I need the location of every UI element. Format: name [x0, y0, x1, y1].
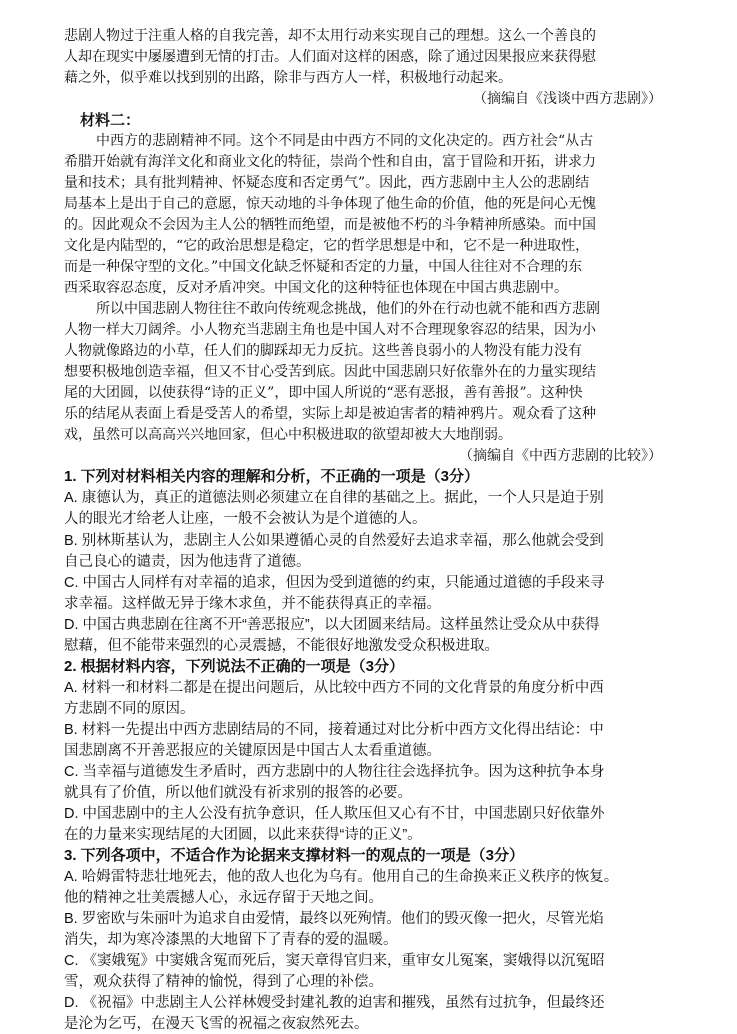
- option-line: 是沦为乞丐，在漫天飞雪的祝福之夜寂然死去。: [64, 1016, 369, 1032]
- source-citation: （摘编自《中西方悲剧的比较》）: [459, 448, 662, 465]
- passage-line: 悲剧人物过于注重人格的自我完善，却不太用行动来实现自己的理想。这么一个善良的: [64, 28, 596, 44]
- passage-line: 戏，虽然可以高高兴兴地回家，但心中积极进取的欲望却被大大地削弱。: [64, 427, 512, 444]
- option-line: 人的眼光才给老人让座，一般不会被认为是个道德的人。: [64, 511, 427, 528]
- question-stem: 1. 下列对材料相关内容的理解和分析，不正确的一项是（3分）: [64, 468, 480, 486]
- option-line: 自己良心的谴责，因为他违背了道德。: [64, 553, 311, 570]
- passage-line: 乐的结尾从表面上看是受苦人的希望，实际上却是被迫害者的精神鸦片。观众看了这种: [64, 406, 596, 423]
- passage-line: 的。因此观众不会因为主人公的牺牲而绝望，而是被他不朽的斗争精神所感染。而中国: [64, 217, 596, 234]
- option-line: D. 中国悲剧中的主人公没有抗争意识，任人欺压但又心有不甘，中国悲剧只好依靠外: [64, 805, 605, 822]
- option-line: 在的力量来实现结尾的大团圆，以此来获得“诗的正义”。: [64, 826, 422, 843]
- option-line: B. 罗密欧与朱丽叶为追求自由爱情，最终以死殉情。他们的毁灭像一把火，尽管光焰: [64, 910, 604, 927]
- option-line: 消失，却为寒冷漆黑的大地留下了青春的爱的温暖。: [64, 931, 398, 948]
- passage-line: 所以中国悲剧人物往往不敢向传统观念挑战，他们的外在行动也就不能和西方悲剧: [96, 301, 600, 318]
- passage-line: 西采取容忍态度，反对矛盾冲突。中国文化的这种特征也体现在中国古典悲剧中。: [64, 280, 568, 297]
- passage-line: 而是一种保守型的文化。”中国文化缺乏怀疑和否定的力量，中国人往往对不合理的东: [64, 259, 583, 276]
- passage-line: 中西方的悲剧精神不同。这个不同是由中西方不同的文化决定的。西方社会“从古: [96, 133, 594, 150]
- passage-line: 尾的大团圆，以使获得“诗的正义”，即中国人所说的“恶有恶报，善有善报”。这种快: [64, 385, 583, 402]
- passage-line: 量和技术；具有批判精神、怀疑态度和否定勇气”。因此，西方悲剧中主人公的悲剧结: [64, 175, 590, 192]
- option-line: B. 别林斯基认为，悲剧主人公如果遵循心灵的自然爱好去追求幸福，那么他就会受到: [64, 532, 604, 549]
- option-line: C. 当幸福与道德发生矛盾时，西方悲剧中的人物往往会选择抗争。因为这种抗争本身: [64, 763, 605, 780]
- option-line: A. 哈姆雷特悲壮地死去，他的敌人也化为乌有。他用自己的生命换来正义秩序的恢复。: [64, 868, 619, 885]
- option-line: 他的精神之壮美震撼人心，永远存留于天地之间。: [64, 889, 383, 906]
- option-line: D. 《祝福》中悲剧主人公祥林嫂受封建礼教的迫害和摧残，虽然有过抗争，但最终还: [64, 994, 605, 1011]
- passage-line: 文化是内陆型的，“它的政治思想是稳定，它的哲学思想是中和，它不是一种进取性，: [64, 238, 590, 255]
- option-line: A. 康德认为，真正的道德法则必须建立在自律的基础之上。据此，一个人只是迫于别: [64, 490, 604, 507]
- option-line: 雪，观众获得了精神的愉悦，得到了心理的补偿。: [64, 973, 383, 990]
- source-citation: （摘编自《浅谈中西方悲剧》）: [473, 91, 662, 108]
- passage-line: 人物就像路边的小草，任人们的脚踩却无力反抗。这些善良弱小的人物没有能力没有: [64, 343, 582, 360]
- option-line: C. 中国古人同样有对幸福的追求，但因为受到道德的约束，只能通过道德的手段来寻: [64, 574, 605, 591]
- option-line: 求幸福。这样做无异于缘木求鱼，并不能获得真正的幸福。: [64, 595, 441, 612]
- option-line: C. 《窦娥冤》中窦娥含冤而死后，窦天章得官归来，重审女儿冤案，窦娥得以沉冤昭: [64, 952, 605, 969]
- passage-line: 人却在现实中屡屡遭到无情的打击。人们面对这样的困惑，除了通过因果报应来获得慰: [64, 49, 596, 66]
- question-stem: 2. 根据材料内容，下列说法不正确的一项是（3分）: [64, 657, 405, 675]
- passage-line: 局基本上是出于自己的意愿，惊天动地的斗争体现了他生命的价值，他的死是问心无愧: [64, 196, 596, 213]
- material-heading: 材料二：: [80, 111, 141, 130]
- option-line: B. 材料一先提出中西方悲剧结局的不同，接着通过对比分析中西方文化得出结论：中: [64, 721, 604, 738]
- option-line: D. 中国古典悲剧在往离不开“善恶报应”，以大团圆来结局。这样虽然让受众从中获得: [64, 616, 600, 633]
- question-stem: 3. 下列各项中，不适合作为论据来支撑材料一的观点的一项是（3分）: [64, 846, 525, 864]
- option-line: 就具有了价值，所以他们就没有祈求别的报答的必要。: [64, 784, 412, 801]
- option-line: 慰藉，但不能带来强烈的心灵震撼，不能很好地激发受众积极进取。: [64, 637, 499, 654]
- passage-line: 想要积极地创造幸福，但又不甘心受苦到底。因此中国悲剧只好依靠外在的力量实现结: [64, 364, 596, 381]
- passage-line: 希腊开始就有海洋文化和商业文化的特征，崇尚个性和自由，富于冒险和开拓，讲求力: [64, 154, 596, 171]
- option-line: 国悲剧离不开善恶报应的关键原因是中国古人太看重道德。: [64, 742, 441, 759]
- option-line: 方悲剧不同的原因。: [64, 700, 195, 717]
- passage-line: 人物一样大刀阔斧。小人物充当悲剧主角也是中国人对不合理现象容忍的结果，因为小: [64, 322, 596, 339]
- option-line: A. 材料一和材料二都是在提出问题后，从比较中西方不同的文化背景的角度分析中西: [64, 679, 604, 696]
- passage-line: 藉之外，似乎难以找到别的出路，除非与西方人一样，积极地行动起来。: [64, 70, 512, 87]
